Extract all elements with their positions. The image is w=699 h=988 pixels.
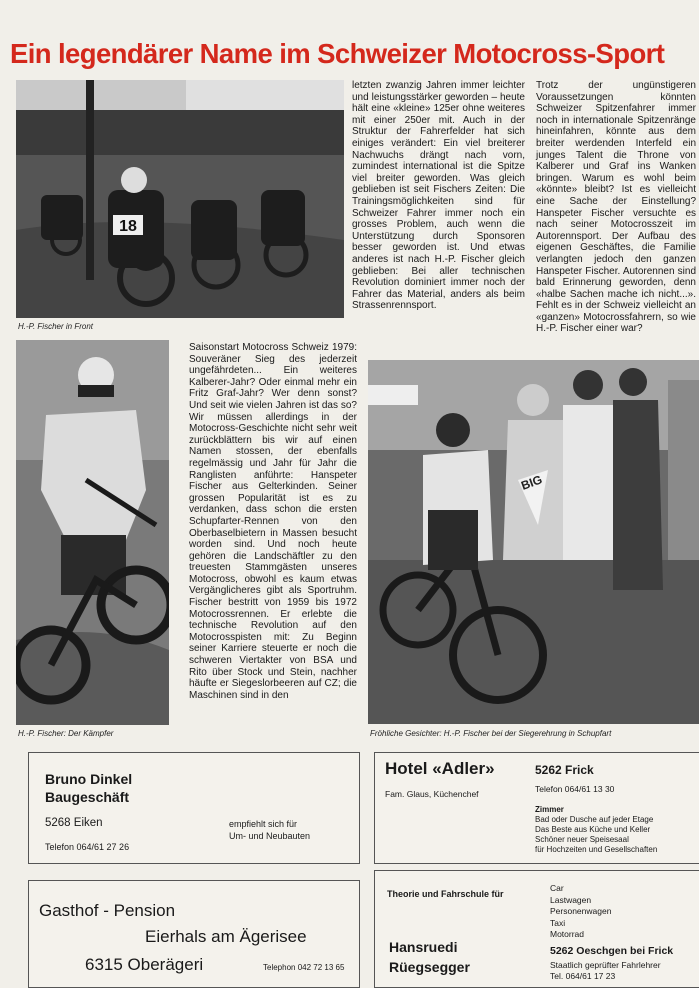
ad-adler-rooms-title: Zimmer <box>535 805 564 814</box>
ad-gasthof-line1: Gasthof - Pension <box>39 901 176 920</box>
ad-fahrschule-name1: Hansruedi <box>389 939 458 955</box>
ad-gasthof-line2: Eierhals am Ägerisee <box>145 927 307 946</box>
text-column-main <box>189 342 357 701</box>
ad-gasthof-phone: Telephon 042 72 13 65 <box>263 963 345 972</box>
caption-right-photo: Fröhliche Gesichter: H.-P. Fischer bei der Siegerehrung in Schupfart <box>370 729 612 738</box>
ad-adler-city: 5262 Frick <box>535 763 594 777</box>
column-a-text: letzten zwanzig Jahren immer leichter und leistungsstärker geworden – heute hält eine «kleine» 125er ohne weiteres mit einer 250er mit. Auch in der Struktur der Fahrerfelder hat sich einiges verändert: Ein viel breiterer Nachwuchs drängt nach vorn, zumindest international ist die Spitze viel breiter geworden. Was gleich geblieben ist seit Fischers Zeiten: Die Trainingsmöglichkeiten sind für Schweizer Fahrer immer noch ein grosses Problem, auch wenn die Unterstützung durch Sponsoren besser geworden ist. Und etwas anderes ist nach H.-P. Fischer gleich geblieben: Bei aller technischen Revolution dominiert immer noch der Fahrer das Material, anders als beim Strassenrennsport. <box>352 80 525 312</box>
photo-award-ceremony <box>368 360 699 724</box>
ad-adler-line: Bad oder Dusche auf jeder Etage <box>535 815 654 824</box>
caption-top-photo: H.-P. Fischer in Front <box>18 322 93 331</box>
ad-adler-line: Das Beste aus Küche und Keller <box>535 825 651 834</box>
vehicle-item: Lastwagen <box>550 894 592 905</box>
ad-dinkel-tagline-2: Um- und Neubauten <box>229 831 311 841</box>
vehicle-item: Motorrad <box>550 929 585 939</box>
article-headline: Ein legendärer Name im Schweizer Motocross-Sport <box>10 38 665 69</box>
ad-adler-owner: Fam. Glaus, Küchenchef <box>385 789 479 799</box>
column-b-text: Trotz der ungünstigeren Voraussetzungen könnten Schweizer Spitzenfahrer immer noch in internationale Spitzenränge hineinfahren, könnte aus dem breiter werdenden Interfeld ein junges Talent die Throne von Kalberer und Graf ins Wanken bringen. Warum es wohl beim «könnte» bleibt? Ist es vielleicht eine Sache der Einstellung? Hanspeter Fischer versuchte es nach seiner Motocrosszeit im Autorennsport. Der Aufbau des eigenen Geschäftes, die Familie verlangten jedoch den ganzen Hanspeter Fischer. Autorennen sind bald Erinnerung geworden, denn «halbe Sachen mache ich nicht...». Fehlt es in der Schweiz vielleicht an «ganzen» Motocrossfahrern, so wie H.-P. Fischer einer war? <box>536 80 696 335</box>
ad-dinkel-name: Bruno Dinkel <box>45 771 133 787</box>
ad-dinkel-city: 5268 Eiken <box>45 817 103 829</box>
ad-adler-line: Schöner neuer Speisesaal <box>535 835 629 844</box>
text-column-b <box>536 80 696 335</box>
banner-text: BIG <box>519 472 545 493</box>
photo-fighter <box>16 340 169 725</box>
ad-adler-lines <box>535 815 657 855</box>
ad-fahrschule-title: Staatlich geprüfter Fahrlehrer <box>550 960 661 970</box>
ad-fahrschule-city: 5262 Oeschgen bei Frick <box>550 945 674 957</box>
ad-dinkel-business: Baugeschäft <box>45 789 130 805</box>
vehicle-item: Taxi <box>550 917 566 928</box>
ad-fahrschule-intro: Theorie und Fahrschule für <box>387 889 504 899</box>
ad-dinkel-phone: Telefon 064/61 27 26 <box>45 842 130 852</box>
text-column-a <box>352 80 525 312</box>
ad-adler-line: für Hochzeiten und Gesellschaften <box>535 845 658 854</box>
vehicle-item: Personenwagen <box>550 906 612 916</box>
ad-fahrschule-vehicles <box>550 883 611 941</box>
caption-left-photo: H.-P. Fischer: Der Kämpfer <box>18 729 114 738</box>
ad-hotel-adler <box>374 752 699 864</box>
ad-fahrschule <box>374 870 699 988</box>
photo-race-front <box>16 80 344 318</box>
ad-adler-name: Hotel «Adler» <box>385 759 495 778</box>
ad-fahrschule-phone: Tel. 064/61 17 23 <box>550 971 616 981</box>
vehicle-item: Car <box>550 883 564 893</box>
ad-adler-phone: Telefon 064/61 13 30 <box>535 784 615 794</box>
ad-gasthof-line3: 6315 Oberägeri <box>85 955 204 974</box>
column-main-text: Saisonstart Motocross Schweiz 1979: Souveräner Sieg des jederzeit ungefährdeten... Ein weiteres Kalberer-Jahr? Oder einmal mehr ein Fritz Graf-Jahr? Wer denn sonst? Und seit wie vielen Jahren ist das so? Wir müssen allerdings in der Motocross-Geschichte nicht sehr weit zurückblättern bis wir auf einen Namen stossen, der ebenfalls regelmässig und Jahr für Jahr die Ranglisten anführte: Hanspeter Fischer aus Gelterkinden. Seiner grossen Popularität ist es zu verdanken, dass schon die ersten Schupfarter-Rennen von den Oberbaselbietern in Massen besucht worden sind. Und noch heute gehören die Landschäftler zu den treuesten Stammgästen unseres Motocross, obwohl es kaum etwas Vergänglicheres gibt als Sportruhm. Fischer bestritt von 1959 bis 1972 Motocrossrennen. Er erlebte die technische Revolution auf den Motocrosspisten mit: Zu Beginn seiner Karriere steuerte er noch die schweren Viertakter von BSA und Rito über Stock und Stein, nachher häufte er Siegeslorbeeren auf CZ; die Maschinen sind in den <box>189 342 357 701</box>
ad-dinkel <box>28 752 360 864</box>
bike-number: 18 <box>119 218 137 235</box>
ad-fahrschule-name2: Rüegsegger <box>389 959 470 975</box>
ad-gasthof <box>28 880 360 988</box>
ad-dinkel-tagline-1: empfiehlt sich für <box>229 819 298 829</box>
